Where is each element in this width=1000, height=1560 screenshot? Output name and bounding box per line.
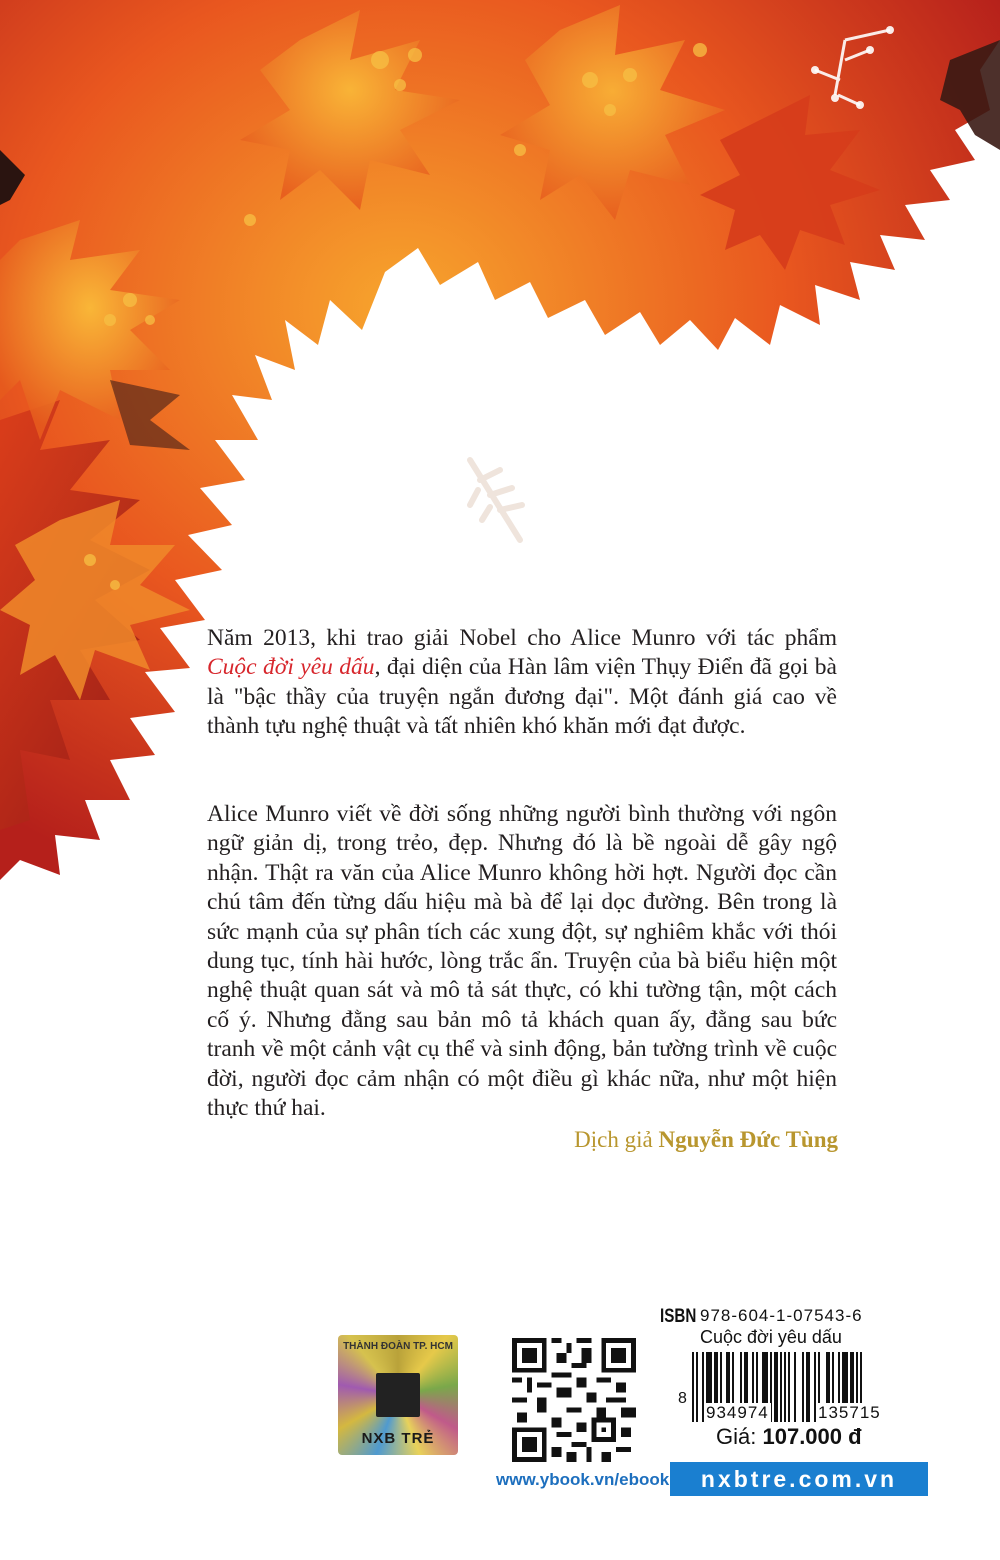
- paragraph-1-intro: Năm 2013, khi trao giải Nobel cho Alice Munro với tác phẩm: [207, 625, 837, 651]
- description-paragraph-2: Alice Munro viết về đời sống những người bình thường với ngôn ngữ giản dị, trong trẻo, đẹp. Nhưng đó là bề ngoài dễ gây ngộ nhận. Thật ra văn của Alice Munro không hời hợt. Người đọc cần chú tâm đến từng dấu hiệu mà bà để lại dọc đường. Bên trong là sức mạnh của sự phân tích các xung đột, sự nghiêm khắc với thói dung tục, tính hài hước, lòng trắc ẩn. Truyện của bà biểu hiện một nghệ thuật quan sát và mô tả sát thực, có khi tường tận, một cách cố ý. Nhưng đằng sau bản mô tả khách quan ấy, đằng sau bức tranh về một cảnh vật cụ thể và sinh động, bản tường trình về cuộc đời, người đọc cảm nhận có một điều gì khác nữa, như một hiện thực thứ hai.: [207, 801, 837, 1122]
- barcode-bar: [696, 1352, 698, 1422]
- barcode-bar: [780, 1352, 782, 1422]
- barcode-bar: [788, 1352, 790, 1422]
- isbn-label: ISBN: [660, 1306, 697, 1327]
- barcode-bar: [802, 1352, 804, 1422]
- barcode-first-digit: 8: [678, 1390, 687, 1407]
- hologram-top-text: THÀNH ĐOÀN TP. HCM: [343, 1341, 453, 1352]
- ebook-link[interactable]: www.ybook.vn/ebook: [496, 1470, 670, 1489]
- price-value: 107.000 đ: [762, 1424, 862, 1449]
- barcode-bar: [794, 1352, 796, 1422]
- hologram-bottom-text: NXB TRẺ: [361, 1430, 435, 1447]
- barcode-left-digits: 934974: [706, 1403, 769, 1422]
- translator-role: Dịch giả: [574, 1127, 653, 1152]
- translator-credit: [574, 1127, 838, 1153]
- barcode-bar: [806, 1352, 810, 1422]
- barcode-bar: [774, 1352, 778, 1422]
- book-title-reference: Cuộc đời yêu dấu: [207, 654, 375, 681]
- translator-name: Nguyễn Đức Tùng: [658, 1127, 838, 1152]
- price: [716, 1424, 862, 1450]
- description-paragraph-1: [207, 624, 837, 742]
- barcode-right-digits: 135715: [818, 1403, 881, 1422]
- paragraph-1-rest: , đại diện của Hàn lâm viện Thụy Điển đã gọi bà là "bậc thầy của truyện ngắn đương đại". Một đánh giá cao về thành tựu nghệ thuật và tất nhiên khó khăn mới đạt được.: [207, 654, 837, 740]
- price-label: Giá:: [716, 1424, 757, 1449]
- barcode-bar: [784, 1352, 786, 1422]
- hologram-emblem: [376, 1373, 420, 1417]
- publisher-website-banner[interactable]: nxbtre.com.vn: [670, 1462, 928, 1496]
- barcode-bar: [692, 1352, 694, 1422]
- ebook-qr-code[interactable]: [512, 1338, 636, 1462]
- isbn-number: 978-604-1-07543-6: [700, 1306, 863, 1325]
- barcode-book-title: Cuộc đời yêu dấu: [700, 1327, 842, 1347]
- publisher-hologram-seal: [338, 1335, 458, 1455]
